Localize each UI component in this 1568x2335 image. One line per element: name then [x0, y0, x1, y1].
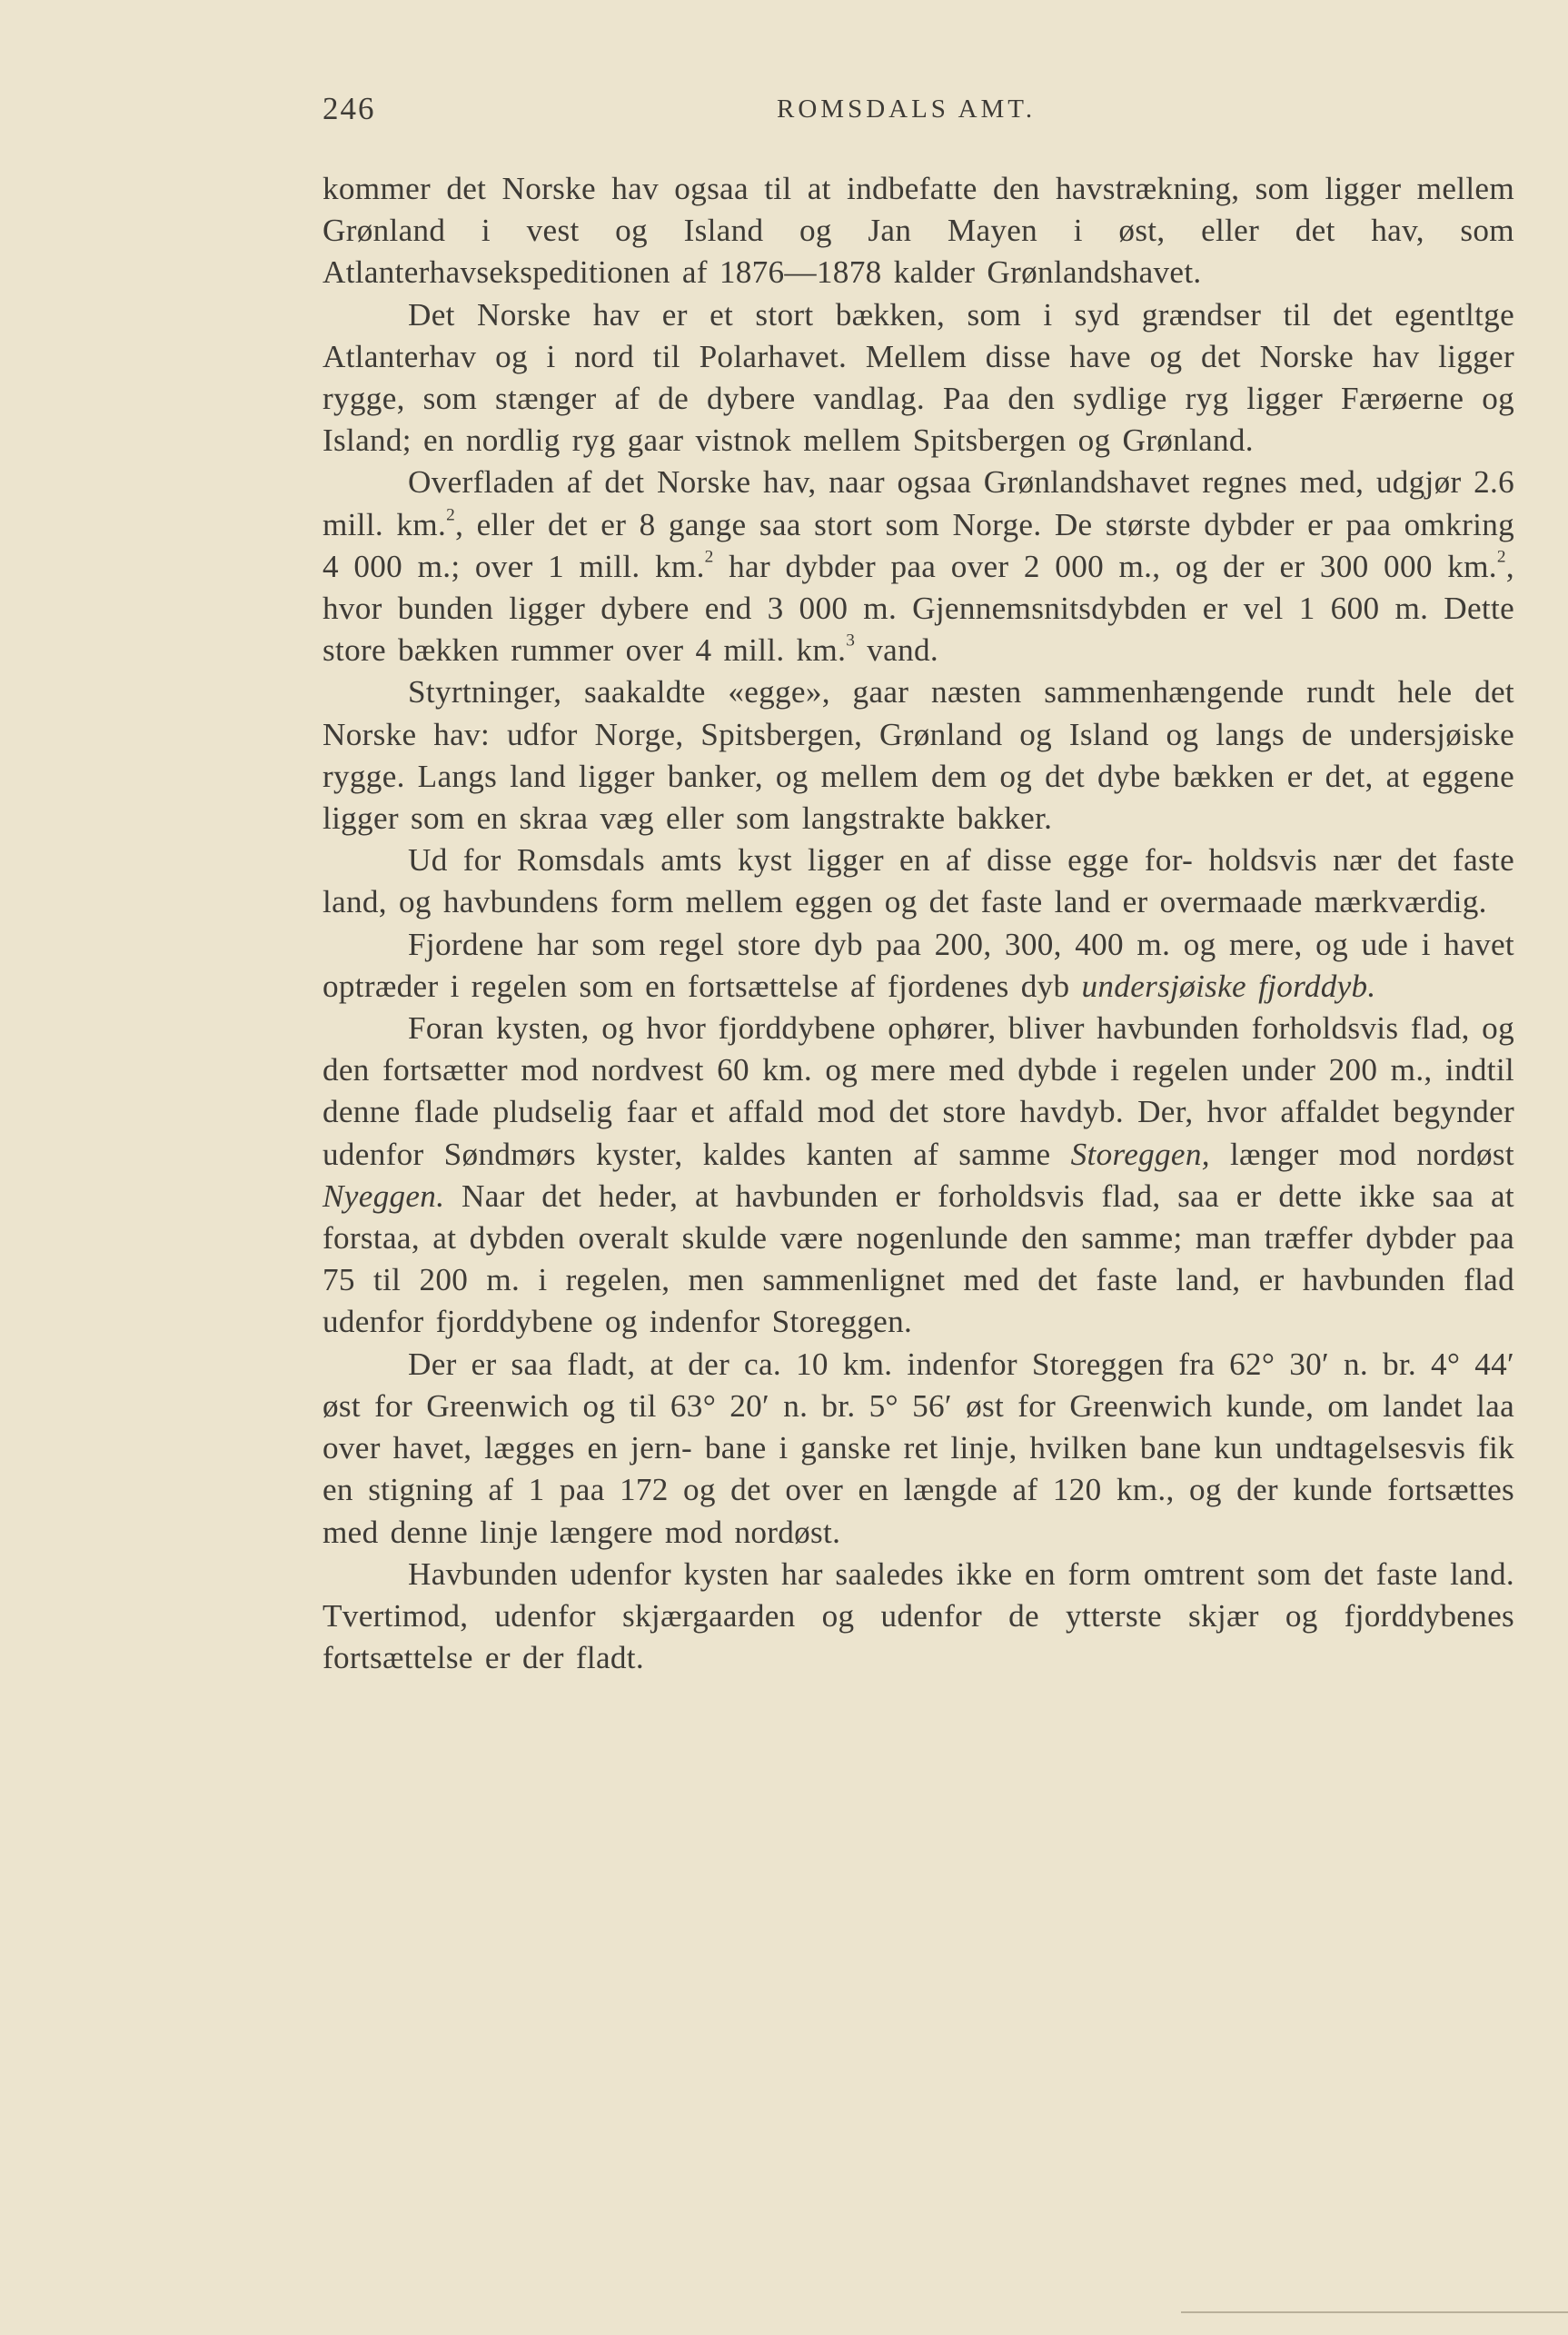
page-number: 246 — [323, 91, 376, 126]
text-line: vandlag. Paa den sydlige ryg ligger Færøerne og Island; en — [323, 381, 1514, 459]
text-line: Foran kysten, og hvor fjorddybene ophører, bliver havbunden — [408, 1010, 1240, 1047]
text-line: 1 mill. km. — [548, 548, 705, 584]
text-line: have og det Norske hav ligger rygge, som stænger af de dybere — [323, 338, 1514, 417]
text-line: Island og langs de undersjøiske rygge. Langs land ligger banker, — [323, 716, 1514, 794]
page-header — [323, 91, 1522, 136]
text-line: øst, eller det hav, som Atlanterhavsekspeditionen af 1876—1878 — [323, 213, 1514, 291]
paragraph-3 — [323, 462, 1514, 671]
text-line: og mellem dem og det dybe bækken er det, at eggene ligger som — [323, 758, 1514, 837]
italic-term: Storeggen, — [1070, 1136, 1210, 1172]
superscript: 3 — [846, 631, 856, 651]
text-line: til 200 m. i regelen, men sammenlignet med det faste land, er — [373, 1262, 1285, 1298]
paragraph-4 — [323, 671, 1514, 840]
text-line: Ud for Romsdals amts kyst ligger en af disse egge for- — [408, 842, 1194, 879]
text-line: Overfladen af det Norske hav, naar ogsaa Grønlandshavet — [408, 464, 1190, 501]
text-line: 62° 30′ n. br. 4° 44′ øst for Greenwich og til 63° 20′ n. br. 5° 56′ øst — [323, 1346, 1514, 1424]
text-line: som ligger mellem Grønland i vest og Island og Jan Mayen i — [323, 171, 1514, 249]
text-line: udenfor Søndmørs kyster, kaldes kanten af samme — [323, 1136, 1071, 1172]
text-line: stigning af 1 paa 172 og det over en længde af 120 km., — [368, 1472, 1175, 1508]
text-line: Styrtninger, saakaldte «egge», gaar næsten sammenhængende — [408, 674, 1285, 710]
text-line: nordlig ryg gaar vistnok mellem Spitsbergen og Grønland. — [465, 422, 1254, 459]
text-line: fjordenes dyb — [888, 968, 1082, 1004]
text-line: , — [1505, 548, 1514, 584]
italic-term: undersjøiske fjorddyb. — [1081, 968, 1376, 1004]
text-line: rundt hele det Norske hav: udfor Norge, Spitsbergen, Grønland og — [323, 674, 1514, 752]
text-line: det egentltge Atlanterhav og i nord til Polarhavet. Mellem disse — [323, 296, 1514, 374]
text-line: regnes med, udgjør 2.6 mill. km. — [323, 464, 1514, 542]
text-line: længer mod nordøst — [1229, 1136, 1514, 1172]
text-line: for Greenwich kunde, om landet laa over havet, lægges en jern- — [323, 1387, 1514, 1466]
scan-edge-line — [1181, 2311, 1568, 2313]
text-line: Det Norske hav er et stort bækken, som i syd grændser til — [408, 296, 1311, 333]
text-line: en skraa væg eller som langstrakte bakker. — [476, 800, 1053, 837]
superscript: 2 — [446, 505, 456, 525]
text-line: som det faste land. Tvertimod, udenfor skjærgaarden og udenfor — [323, 1555, 1514, 1634]
text-line: Der er saa fladt, at der ca. 10 km. indenfor Storeggen fra — [408, 1346, 1216, 1382]
running-head: ROMSDALS AMT. — [777, 94, 1037, 124]
text-line: bane i ganske ret linje, hvilken bane kun undtagelsesvis fik en — [323, 1430, 1514, 1508]
text-line: forholdsvis flad, og den fortsætter mod nordvest 60 km. og mere — [323, 1010, 1514, 1088]
text-line: Havbunden udenfor kysten har saaledes ikke en form omtrent — [408, 1555, 1245, 1592]
paragraph-6 — [323, 924, 1514, 1008]
paragraph-5 — [323, 840, 1514, 923]
paragraph-7 — [323, 1008, 1514, 1344]
text-line: hvor bunden ligger dybere end 3 000 m. Gjennemsnitsdybden er — [323, 591, 1228, 627]
superscript: 2 — [704, 547, 714, 567]
text-line: , eller det er 8 gange saa stort — [455, 506, 873, 542]
text-line: kalder Grønlandshavet. — [893, 254, 1202, 291]
text-line: Fjordene har som regel store dyb paa 200, 300, 400 m. og — [408, 926, 1216, 962]
text-line: faar et affald mod det store havdyb. Der, hvor affaldet begynder — [626, 1094, 1514, 1130]
text-line: havbunden flad udenfor fjorddybene og indenfor Storeggen. — [323, 1262, 1514, 1340]
text-line: som Norge. De største dybder er paa omkring 4 000 m.; over — [323, 506, 1515, 584]
text-line: mere, og ude i havet optræder i regelen som en fortsættelse af — [323, 926, 1514, 1004]
text-line: vand. — [855, 632, 938, 669]
text-line: forholdsvis flad, saa er dette ikke saa at forstaa, at dybden overalt — [323, 1177, 1514, 1257]
text-line: og det faste land er overmaade mærkværdig. — [884, 884, 1487, 920]
text-line: holdsvis nær det faste land, og havbundens form mellem eggen — [323, 842, 1514, 920]
paragraph-1 — [323, 168, 1514, 294]
italic-term: Nyeggen. — [323, 1177, 445, 1214]
text-line: med dybde i regelen under 200 m., indtil denne flade pludselig — [323, 1052, 1514, 1130]
text-line: Naar det heder, at havbunden er — [444, 1177, 921, 1214]
paragraph-8 — [323, 1344, 1514, 1554]
body-text — [323, 168, 1514, 1679]
text-line: vel 1 600 m. Dette store bækken rummer over 4 mill. km. — [323, 591, 1514, 669]
text-line: har dybder paa over 2 000 m., og der er 300 000 km. — [713, 548, 1497, 584]
text-line: og der kunde fortsættes med denne linje længere mod nordøst. — [323, 1472, 1514, 1550]
paragraph-9 — [323, 1554, 1514, 1680]
text-line: skulde være nogenlunde den samme; man træffer dybder paa 75 — [323, 1220, 1514, 1298]
text-line: de ytterste skjær og fjorddybenes fortsættelse er der fladt. — [323, 1597, 1514, 1676]
paragraph-2 — [323, 294, 1514, 462]
text-line: kommer det Norske hav ogsaa til at indbefatte den havstrækning, — [323, 171, 1240, 206]
superscript: 2 — [1496, 547, 1506, 567]
